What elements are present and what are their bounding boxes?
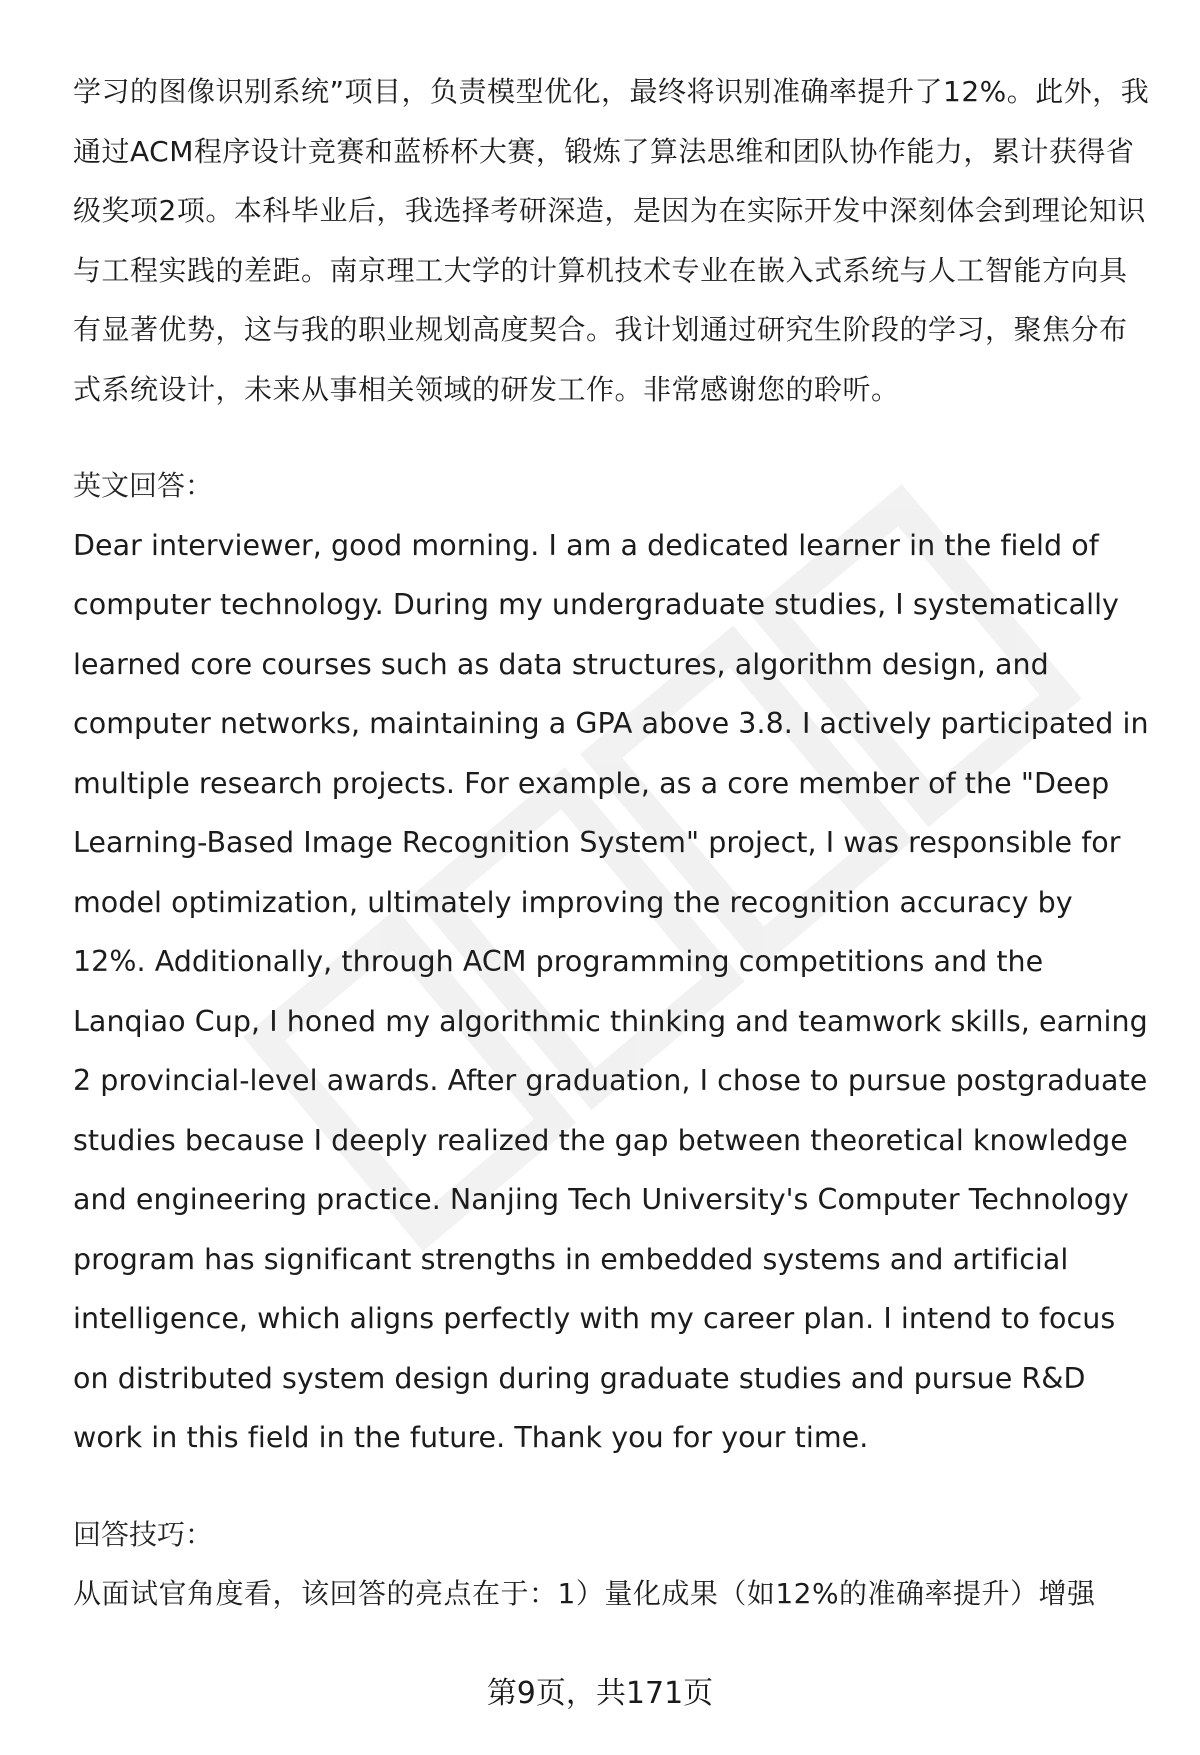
chinese-answer-continuation: 学习的图像识别系统”项目，负责模型优化，最终将识别准确率提升了12%。此外，我通过ACM程序设计竞赛和蓝桥杯大赛，锻炼了算法思维和团队协作能力，累计获得省级奖项2项。本科毕业后，我选择考研深造，是因为在实际开发中深刻体会到理论知识与工程实践的差距。南京理工大学的计算机技术专业在嵌入式系统与人工智能方向具有显著优势，这与我的职业规划高度契合。我计划通过研究生阶段的学习，聚焦分布式系统设计，未来从事相关领域的研发工作。非常感谢您的聆听。 bbox=[73, 75, 1150, 406]
page-content bbox=[73, 62, 1153, 1624]
answer-tips-body: 从面试官角度看，该回答的亮点在于：1）量化成果（如12%的准确率提升）增强 bbox=[73, 1577, 1096, 1610]
english-answer-heading: 英文回答： bbox=[73, 469, 214, 502]
page-footer: 第9页，共171页 bbox=[486, 1676, 714, 1711]
answer-tips-heading: 回答技巧： bbox=[73, 1517, 214, 1551]
english-answer-body: Dear interviewer, good morning. I am a dedicated learner in the field of computer technology. During my undergraduate studies, I systematically learned core courses such as data structures, algorithm design, and computer networks, maintaining a GPA above 3.8. I actively participated in multiple research projects. For example, as a core member of the "Deep Learning-Based Image Recognition System" project, I was responsible for model optimization, ultimately improving the recognition accuracy by 12%. Additionally, through ACM programming competitions and the Lanqiao Cup, I honed my algorithmic thinking and teamwork skills, earning 2 provincial-level awards. After graduation, I chose to pursue postgraduate studies because I deeply realized the gap between theoretical knowledge and engineering practice. Nanjing Tech University's Computer Technology program has significant strengths in embedded systems and artificial intelligence, which aligns perfectly with my career plan. I intend to focus on distributed system design during graduate studies and pursue R&D work in this field in the future. Thank you for your time. bbox=[73, 528, 1149, 1454]
